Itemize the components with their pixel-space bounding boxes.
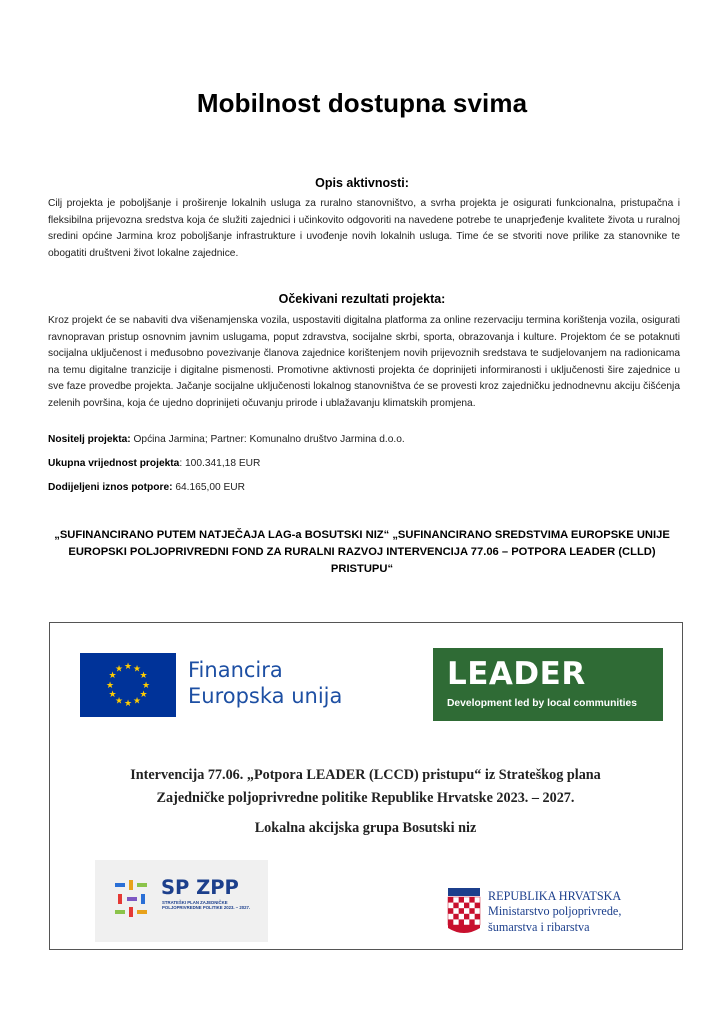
spzpp-logo — [95, 860, 268, 942]
spzpp-pattern-icon — [115, 880, 155, 920]
ministry-text — [488, 889, 621, 935]
ministry-line-1: REPUBLIKA HRVATSKA — [488, 889, 622, 903]
svg-text:★: ★ — [139, 671, 148, 681]
project-holder-label: Nositelj projekta: — [48, 434, 131, 445]
leader-title: LEADER — [447, 656, 586, 692]
lag-name: Lokalna akcijska grupa Bosutski niz — [254, 820, 477, 836]
eu-line-1: Financira — [188, 658, 283, 682]
project-grant-label: Dodijeljeni iznos potpore: — [48, 482, 173, 493]
svg-text:★: ★ — [123, 699, 133, 709]
svg-text:★: ★ — [114, 664, 124, 675]
project-grant — [48, 482, 680, 493]
eu-flag-icon — [80, 653, 176, 717]
cofunding-line-3: PRISTUPU“ — [330, 563, 394, 575]
intervention-line-1: Intervencija 77.06. „Potpora LEADER (LCCD) pristupu“ iz Strateškog plana — [130, 767, 601, 783]
project-total-value: : 100.341,18 EUR — [179, 458, 261, 469]
leader-subtitle: Development led by local communities — [447, 698, 637, 709]
svg-text:★: ★ — [108, 690, 117, 700]
svg-text:★: ★ — [141, 681, 151, 691]
page-title: Mobilnost dostupna svima — [196, 88, 528, 118]
spzpp-title: SP ZPP — [161, 876, 239, 899]
svg-text:★: ★ — [108, 671, 117, 681]
svg-text:★: ★ — [132, 664, 142, 675]
project-total-label: Ukupna vrijednost projekta — [48, 458, 180, 469]
results-heading: Očekivani rezultati projekta: — [278, 292, 446, 306]
project-grant-value: 64.165,00 EUR — [172, 482, 246, 493]
svg-text:★: ★ — [132, 696, 142, 707]
croatian-coat-of-arms-icon — [447, 888, 481, 936]
eu-funding-text — [188, 657, 342, 709]
description-heading: Opis aktivnosti: — [315, 176, 409, 190]
intervention-line-2: Zajedničke poljoprivredne politike Republike Hrvatske 2023. – 2027. — [156, 790, 575, 806]
project-holder — [48, 434, 680, 445]
leader-logo — [433, 648, 663, 721]
description-text: Cilj projekta je poboljšanje i proširenje lokalnih usluga za ruralno stanovništvo, a svrha projekta je osigurati funkcionalna, pristupačna i fleksibilna prijevozna sredstva koja će služiti zajednici i učinkovito odgovoriti na navedene potrebe te unaprjeđenje kvalitete života u ruralnoj sredini općine Jarmina kroz poboljšanje infrastrukture i uvođenje novih lokalnih usluga. Time će se stvoriti nove prilike za stanovnike te obogatiti društveni život lokalne zajednice. — [48, 198, 680, 259]
svg-text:★: ★ — [139, 690, 148, 700]
svg-text:★: ★ — [114, 696, 124, 707]
ministry-line-2: Ministarstvo poljoprivrede, — [488, 904, 622, 919]
cofunding-line-1: „SUFINANCIRANO PUTEM NATJEČAJA LAG-a BOSUTSKI NIZ“ „SUFINANCIRANO SREDSTVIMA EUROPSKE UNIJE — [54, 529, 670, 541]
svg-text:★: ★ — [123, 662, 133, 672]
results-text: Kroz projekt će se nabaviti dva višenamjenska vozila, uspostaviti digitalna platforma za online rezervaciju termina korištenja vozila, osigurati ravnopravan pristup osnovnim javnim uslugama, poput zdravstva, socijalne skrbi, sporta, obrazovanja i kulture. Projektom će se potaknuti socijalna uključenost i međusobno povezivanje članova zajednice korištenjem novih prijevoznih sredstava te sudjelovanjem na radionicama na temu digitalne tranzicije i digitalne pismenosti. Promotivne aktivnosti projekta će doprinijeti informiranosti i uključenosti šire zajednice u sve faze provedbe projekta. Jačanje socijalne uključenosti lokalnog stanovništva će se provesti kroz zajedničku jednodnevnu akciju čišćenja zelenih površina, koja će ujedno doprinijeti očuvanju prirode i ublažavanju klimatskih promjena. — [48, 315, 680, 409]
cofunding-line-2: EUROPSKI POLJOPRIVREDNI FOND ZA RURALNI RAZVOJ INTERVENCIJA 77.06 – POTPORA LEADER (CLLD) — [68, 546, 656, 558]
spzpp-subtitle: STRATEŠKI PLAN ZAJEDNIČKE POLJOPRIVREDNE POLITIKE 2023. – 2027. — [162, 900, 251, 911]
eu-line-2: Europska unija — [188, 684, 343, 708]
svg-text:★: ★ — [105, 681, 115, 691]
project-total — [48, 458, 680, 469]
project-holder-value: Općina Jarmina; Partner: Komunalno društvo Jarmina d.o.o. — [130, 434, 405, 445]
funding-logos-panel — [49, 622, 683, 950]
ministry-line-3: šumarstva i ribarstva — [488, 919, 590, 934]
